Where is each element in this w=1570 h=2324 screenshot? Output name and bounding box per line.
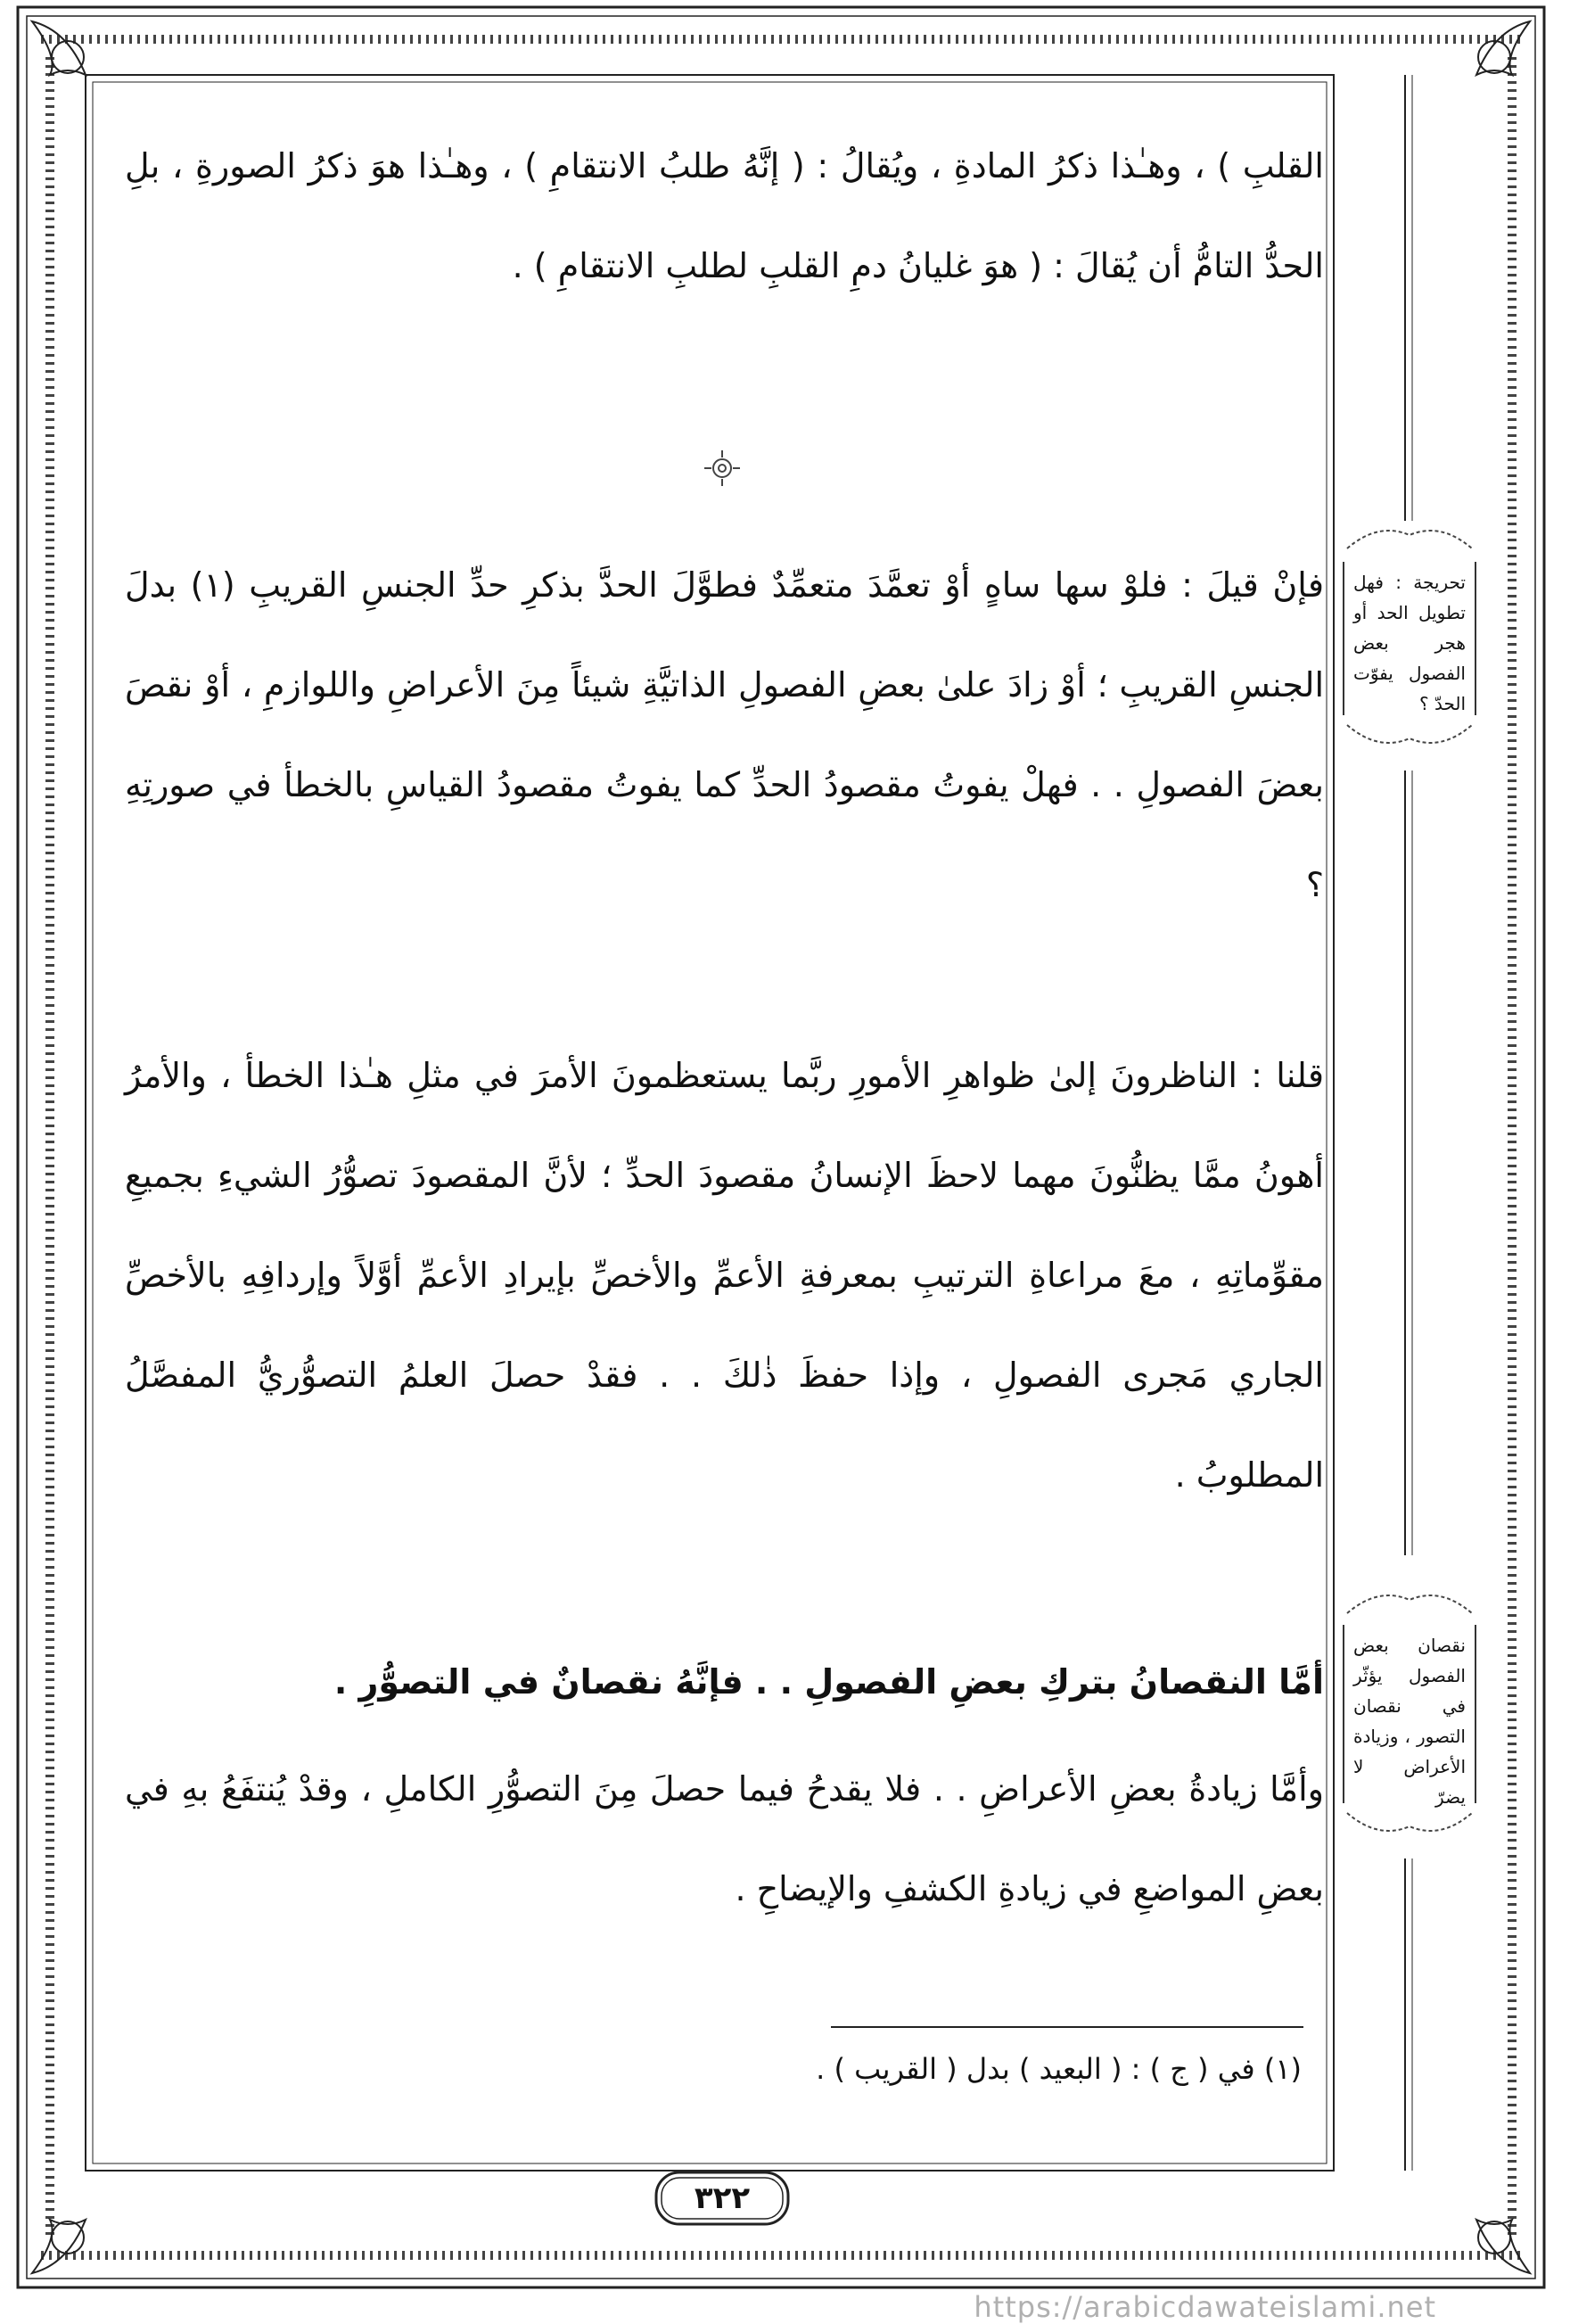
paragraph-answer: قلنا : الناظرونَ إلىٰ ظواهرِ الأمورِ ربَّما يستعظمونَ الأمرَ في مثلِ هـٰذا الخطأ ، والأمرُ أهونُ ممَّا يظنُّونَ مهما لاحظَ الإنسانُ مقصودَ الحدِّ ؛ لأنَّ المقصودَ تصوُّرُ الشيءِ بجميعِ مقوِّماتِهِ ، معَ مراعاةِ الترتيبِ بمعرفةِ الأعمِّ والأخصِّ بإيرادِ الأعمِّ أوَّلاً وإردافِهِ بالأخصِّ الجاري مَجرى الفصولِ ، وإذا حفظَ ذٰلكَ . . فقدْ حصلَ العلمُ التصوُّريُّ المفصَّلُ المطلوبُ . [125,1056,1324,1495]
footnote: (١) في ( ج ) : ( البعيد ) بدل ( القريب ) . [816,2052,1302,2086]
side-note-top-ornament [1343,517,1476,553]
paragraph-continuation: القلبِ ) ، وهـٰذا ذكرُ المادةِ ، ويُقالُ : ( إنَّهُ طلبُ الانتقامِ ) ، وهـٰذا هوَ ذكرُ الصورةِ ، بلِ الحدُّ التامُّ أن يُقالَ : ( هوَ غليانُ دمِ القلبِ لطلبِ الانتقامِ ) . [125,146,1324,285]
margin-note-1: تحريجة : فهل تطويل الحد أو هجر بعض الفصول يفوّت الحدّ ؟ [1343,562,1476,715]
side-note-bottom-ornament [1343,1809,1476,1844]
footnote-separator [831,2026,1303,2028]
paragraph-objection: فإنْ قيلَ : فلوْ سها ساهٍ أوْ تعمَّدَ متعمِّدٌ فطوَّلَ الحدَّ بذكرِ حدِّ الجنسِ القريبِ (١) بدلَ الجنسِ القريبِ ؛ أوْ زادَ علىٰ بعضِ الفصولِ الذاتيَّةِ شيئاً مِنَ الأعراضِ واللوازمِ ، أوْ نقصَ بعضَ الفصولِ . . فهلْ يفوتُ مقصودُ الحدِّ كما يفوتُ مقصودُ القياسِ بالخطأ في صورتِهِ ؟ [125,565,1324,904]
side-note-bottom-ornament [1343,721,1476,756]
paragraph-addition: وأمَّا زيادةُ بعضِ الأعراضِ . . فلا يقدحُ فيما حصلَ مِنَ التصوُّرِ الكاملِ ، وقدْ يُنتفَعُ بهِ في بعضِ المواضعِ في زيادةِ الكشفِ والإيضاحِ . [125,1769,1324,1908]
page-number: ٣٢٢ [694,2180,751,2216]
margin-note-2: نقصان بعض الفصول يؤثّر في نقصان التصور ، وزيادة الأعراض لا يضرّ [1343,1625,1476,1803]
section-divider-ornament [695,441,749,495]
watermark-url: https://arabicdawateislami.net [974,2290,1436,2324]
paragraph-omission: أمَّا النقصانُ بتركِ بعضِ الفصولِ . . فإنَّهُ نقصانٌ في التصوُّرِ . [333,1662,1324,1702]
side-note-top-ornament [1343,1582,1476,1618]
